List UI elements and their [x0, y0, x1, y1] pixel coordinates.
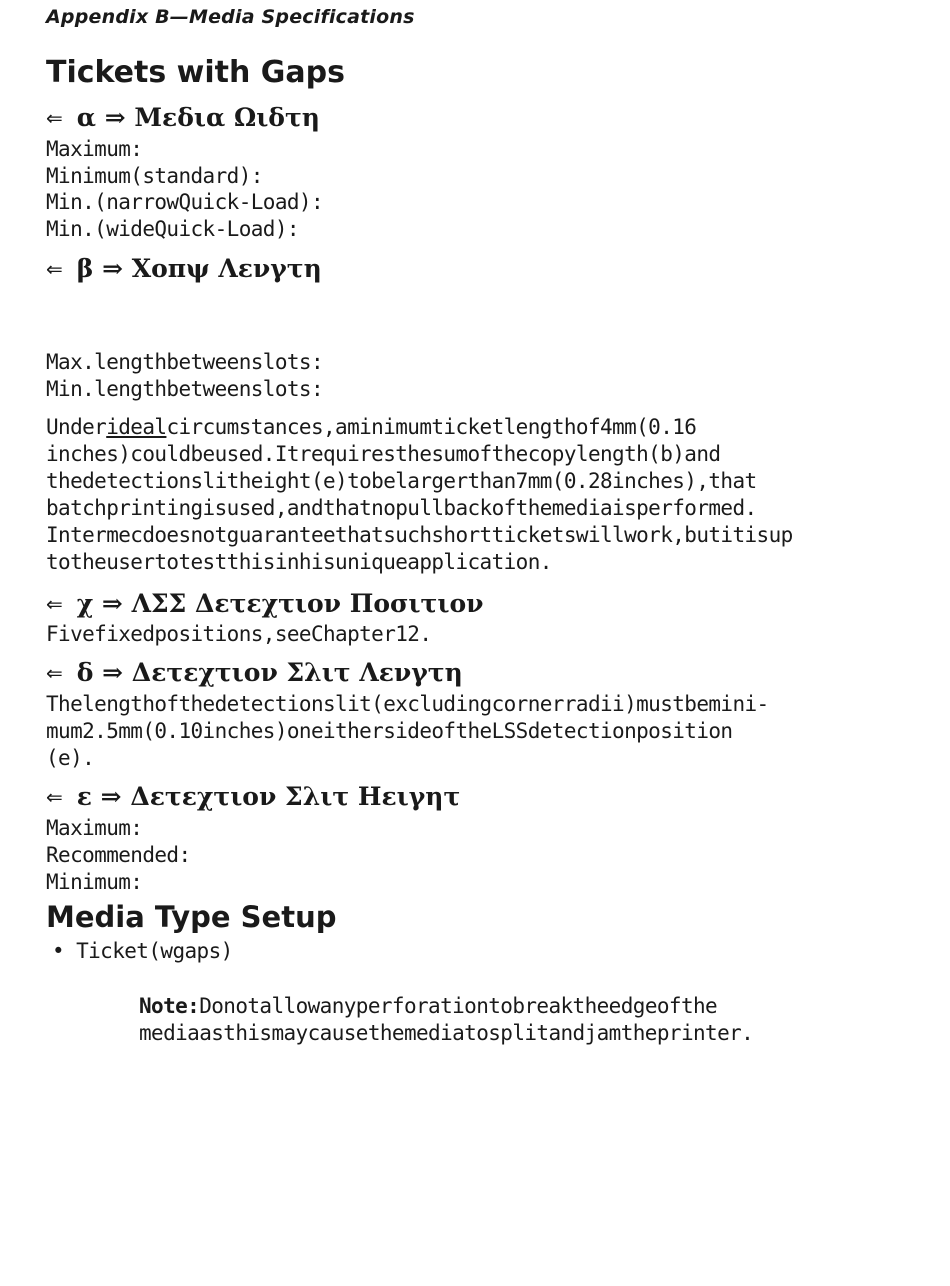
width-maximum-label: Maximum: — [46, 137, 143, 161]
width-minimum-standard-label: Minimum(standard): — [46, 164, 263, 188]
left-double-arrow-icon: ⇐ — [46, 592, 63, 616]
note-label: Note: — [139, 994, 200, 1018]
height-recommended-label: Recommended: — [46, 843, 191, 867]
section-heading-text: χ ⇒ ΛΣΣ Δετεχτιον Ποσιτιον — [76, 589, 484, 618]
list-item-text: Ticket(wgaps) — [76, 939, 233, 963]
section-heading-text: β ⇒ Χοπψ Λενγτη — [76, 254, 322, 283]
height-maximum-label: Maximum: — [46, 816, 143, 840]
paragraph-line: batchprintingisused,andthatnopullbackofthemediaisperformed. — [46, 496, 757, 520]
list-item — [52, 939, 233, 963]
width-min-narrow-label: Min.(narrowQuick-Load): — [46, 190, 323, 214]
paragraph-line: Intermecdoesnotguaranteethatsuchshortticketswillwork,butitisup — [46, 523, 793, 547]
note-block — [139, 993, 753, 1047]
left-double-arrow-icon: ⇐ — [46, 106, 63, 130]
section-heading-slit-height — [46, 782, 460, 811]
max-length-between-slots-label: Max.lengthbetweenslots: — [46, 350, 323, 374]
left-double-arrow-icon: ⇐ — [46, 257, 63, 281]
copy-length-paragraph — [46, 414, 793, 576]
running-head: Appendix B—Media Specifications — [46, 6, 415, 28]
page-title: Tickets with Gaps — [46, 55, 346, 90]
paragraph-line: totheusertotestthisinhisuniqueapplication. — [46, 550, 552, 574]
paragraph-line: thedetectionslitheight(e)tobelargerthan7mm(0.28inches),that — [46, 469, 757, 493]
lss-position-text: Fivefixedpositions,seeChapter12. — [46, 622, 432, 646]
paragraph-line: Underidealcircumstances,aminimumticketlengthof4mm(0.16 — [46, 415, 697, 439]
paragraph-line: Thelengthofthedetectionslit(excludingcornerradii)mustbemini- — [46, 692, 769, 716]
note-line: mediaasthismaycausethemediatosplitandjamtheprinter. — [139, 1021, 754, 1045]
section-heading-text: ε ⇒ Δετεχτιον Σλιτ Ηειγητ — [76, 782, 461, 811]
section-heading-slit-length — [46, 658, 463, 687]
left-double-arrow-icon: ⇐ — [46, 785, 63, 809]
section-heading-copy-length — [46, 254, 322, 283]
paragraph-line: (e). — [46, 746, 95, 770]
bullet-marker: • — [52, 939, 65, 963]
paragraph-line: mum2.5mm(0.10inches)oneithersideoftheLSSdetectionposition — [46, 719, 733, 743]
underlined-word: ideal — [106, 415, 167, 439]
note-line: Note:Donotallowanyperforationtobreaktheedgeofthe — [139, 994, 718, 1018]
paragraph-line: inches)couldbeused.Itrequiresthesumofthecopylength(b)and — [46, 442, 721, 466]
min-length-between-slots-label: Min.lengthbetweenslots: — [46, 377, 323, 401]
section-heading-media-width — [46, 103, 320, 132]
height-minimum-label: Minimum: — [46, 870, 143, 894]
section-heading-text: α ⇒ Μεδια Ωιδτη — [76, 103, 320, 132]
section-heading-lss-position — [46, 589, 483, 618]
left-double-arrow-icon: ⇐ — [46, 661, 63, 685]
media-type-setup-heading: Media Type Setup — [46, 900, 337, 934]
slit-length-paragraph — [46, 691, 769, 772]
section-heading-text: δ ⇒ Δετεχτιον Σλιτ Λενγτη — [76, 658, 463, 687]
width-min-wide-label: Min.(wideQuick-Load): — [46, 217, 299, 241]
